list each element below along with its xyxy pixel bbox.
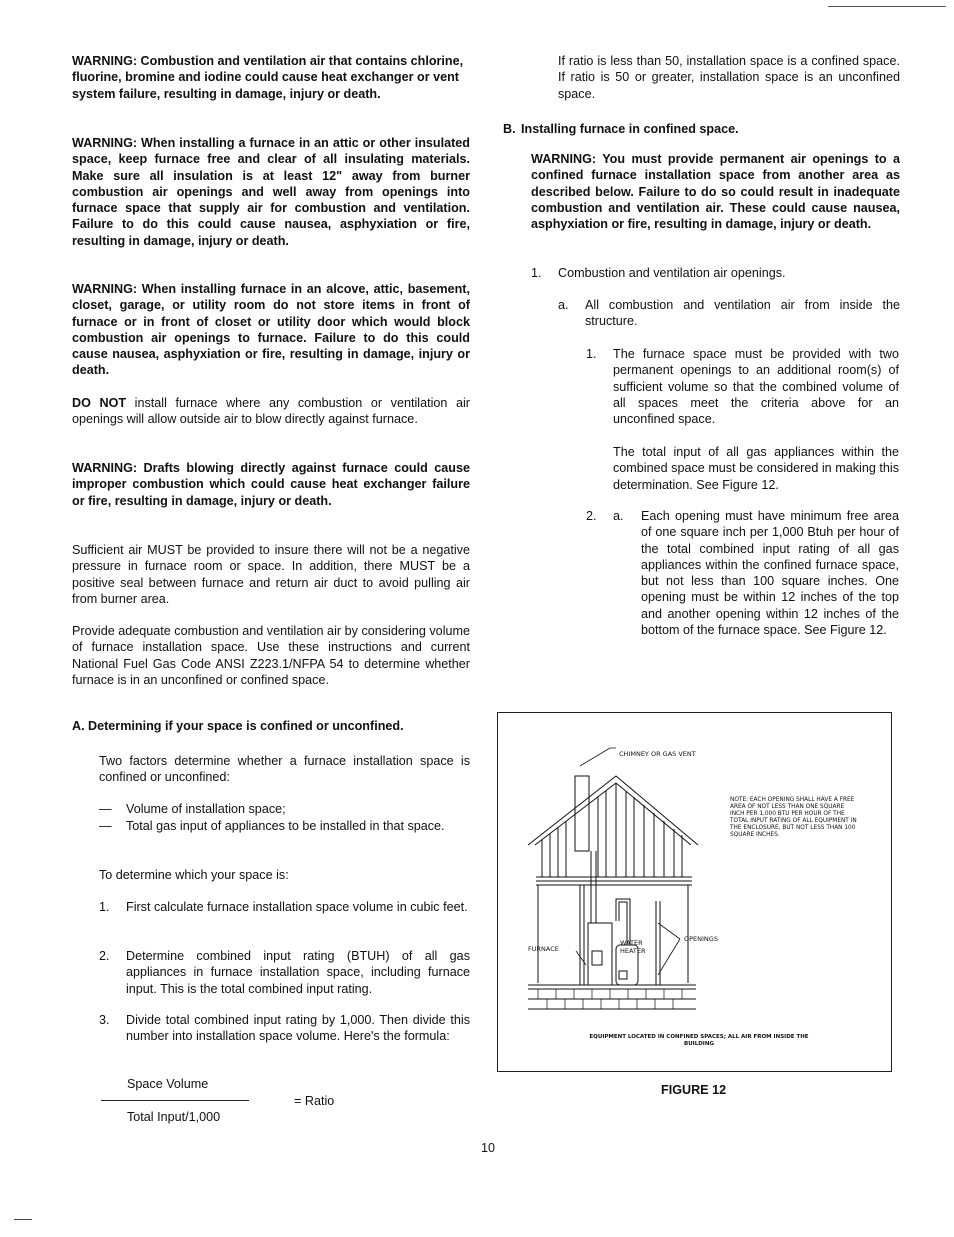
warning-permanent (531, 151, 900, 232)
step-number: 3. (99, 1013, 110, 1027)
figure-12-box (497, 712, 892, 1072)
warning-label: WARNING: (72, 282, 138, 296)
do-not-label: DO NOT (72, 396, 127, 410)
step-text: Determine combined input rating (BTUH) of all gas appliances in furnace installation space, including furnace input. This is the total combined input rating. (126, 949, 470, 996)
water-heater-label: WATER HEATER (620, 939, 646, 955)
to-determine-text: To determine which your space is: (99, 868, 289, 882)
item-text: Combustion and ventilation air openings. (558, 266, 786, 280)
figure-title: FIGURE 12 (661, 1083, 727, 1097)
section-title: Determining if your space is confined or unconfined. (88, 719, 404, 733)
openings-label: OPENINGS (684, 935, 718, 943)
warning-text: Combustion and ventilation air that contains chlorine, fluorine, bromine and iodine could cause heat exchanger or vent system failure, resulting in damage, injury or death. (72, 54, 464, 101)
item-number: 2. (586, 509, 597, 523)
item-number: 1. (586, 347, 597, 361)
warning-alcove (72, 281, 470, 379)
do-not-text: install furnace where any combustion or ventilation air openings will allow outside air to blow directly against furnace. (72, 396, 470, 427)
formula-denominator: Total Input/1,000 (127, 1110, 221, 1124)
header-rule (828, 6, 946, 7)
warning-drafts (72, 460, 470, 509)
item-text: All combustion and ventilation air from inside the structure. (585, 298, 900, 329)
chimney-label: CHIMNEY OR GAS VENT (619, 750, 696, 758)
provide-air-paragraph: Provide adequate combustion and ventilation air by considering volume of furnace installation space. Use these instructions and current National Fuel Gas Code ANSI Z223.1/NFPA 54 to determine whether furnace is in an unconfined or confined space. (72, 624, 470, 687)
do-not-paragraph (72, 395, 470, 428)
factor-text: Total gas input of appliances to be installed in that space. (126, 819, 445, 833)
warning-attic (72, 135, 470, 249)
formula-fraction-line (101, 1100, 249, 1101)
item-text: Each opening must have minimum free area of one square inch per 1,000 Btuh per hour of the total combined input rating of all gas appliances within the confined furnace space, but not less than 100 square inches. One opening must be within 12 inches of the top and another opening within 12 inches of the bottom of the furnace space. See Figure 12. (641, 509, 899, 638)
step-number: 2. (99, 949, 110, 963)
warning-label: WARNING: (72, 54, 138, 68)
item-letter: a. (613, 509, 624, 523)
step-text: First calculate furnace installation space volume in cubic feet. (126, 900, 468, 914)
house-illustration (498, 713, 891, 1071)
warning-text: When installing furnace in an alcove, attic, basement, closet, garage, or utility room do not store items in front of furnace or in front of closet or utility door which would block combustion air openings to furnace. Failure to do this could cause nausea, asphyxiation or fire, resulting in damage, injury or death. (72, 282, 470, 378)
two-factors-paragraph: Two factors determine whether a furnace installation space is confined or unconfined: (99, 754, 470, 785)
warning-text: When installing a furnace in an attic or other insulated space, keep furnace free and clear of all insulating materials. Make sure all insulation is at least 12" away from burner combustion air openings and well away from openings into furnace space that supply air for combustion and ventilation. Failure to do this could cause nausea, asphyxiation or fire, resulting in damage, injury or death. (72, 136, 470, 248)
warning-label: WARNING: (531, 152, 597, 166)
section-letter: A. (72, 719, 85, 733)
warning-label: WARNING: (72, 461, 138, 475)
factor-text: Volume of installation space; (126, 802, 286, 816)
figure-caption: EQUIPMENT LOCATED IN CONFINED SPACES; ALL AIR FROM INSIDE THE BUILDING (589, 1034, 809, 1047)
furnace-label: FURNACE (528, 945, 559, 953)
section-letter: B. (503, 122, 516, 136)
warning-label: WARNING: (72, 136, 138, 150)
sufficient-air-paragraph: Sufficient air MUST be provided to insure there will not be a negative pressure in furnace room or space. In addition, there MUST be a positive seal between furnace and return air duct to avoid pulling air from burner area. (72, 543, 470, 606)
dash: — (99, 802, 112, 816)
item-letter: a. (558, 298, 569, 312)
step-text: Divide total combined input rating by 1,000. Then divide this number into installation space volume. Here's the formula: (126, 1013, 470, 1044)
ratio-paragraph: If ratio is less than 50, installation space is a confined space. If ratio is 50 or greater, installation space is an unconfined space. (558, 54, 900, 101)
page-number: 10 (481, 1141, 496, 1155)
warning-text: Drafts blowing directly against furnace could cause improper combustion which could cause heat exchanger failure or fire, resulting in damage, injury or death. (72, 461, 470, 508)
warning-text: You must provide permanent air openings to a confined furnace installation space from another area as described below. Failure to do so could result in inadequate combustion and ventilation air. These could cause nausea, asphyxiation or fire, resulting in damage, injury or death. (531, 152, 900, 232)
figure-note: NOTE: EACH OPENING SHALL HAVE A FREE AREA OF NOT LESS THAN ONE SQUARE INCH PER 1,000 BTU PER HOUR OF THE TOTAL INPUT RATING OF ALL EQUIPMENT IN THE ENCLOSURE, BUT NOT LESS THAN 100 SQUARE INCHES. (730, 797, 857, 838)
sub-item-1-paragraph: The total input of all gas appliances within the combined space must be considered in making this determination. See Figure 12. (613, 445, 899, 492)
item-text: The furnace space must be provided with two permanent openings to an additional room(s) of sufficient volume so that the combined volume of all spaces meet the criteria above for an unconfined space. (613, 347, 899, 427)
scan-mark (14, 1219, 32, 1220)
dash: — (99, 819, 112, 833)
warning-chlorine (72, 53, 470, 102)
item-number: 1. (531, 266, 542, 280)
formula-numerator: Space Volume (127, 1077, 209, 1091)
section-title: Installing furnace in confined space. (521, 122, 739, 136)
formula-result: = Ratio (294, 1094, 335, 1108)
step-number: 1. (99, 900, 110, 914)
